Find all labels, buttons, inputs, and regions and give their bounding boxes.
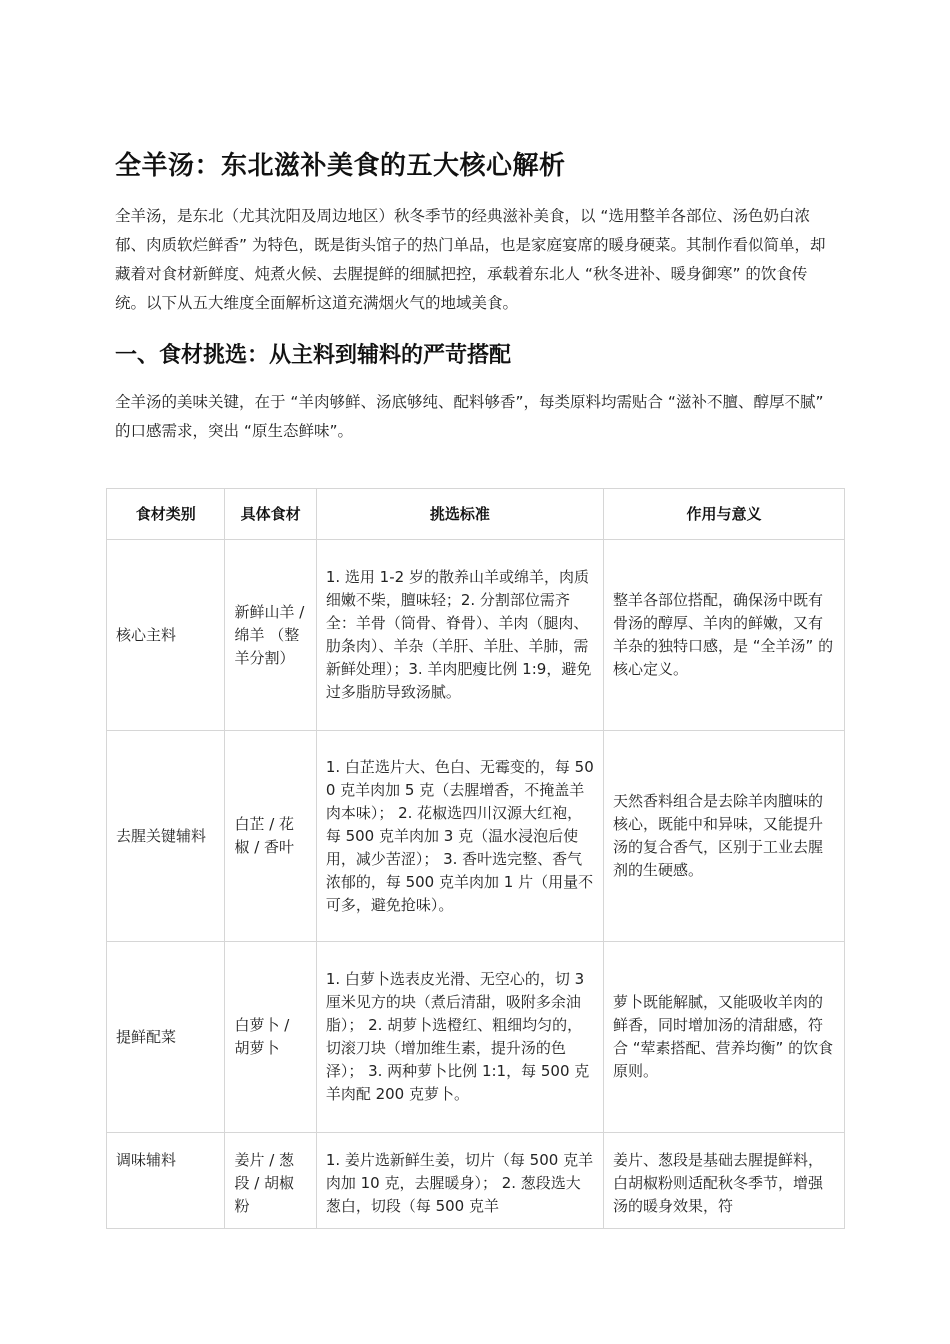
cell-standard: 1. 白芷选片大、色白、无霉变的，每 500 克羊肉加 5 克（去腥增香，不掩盖羊肉本味）； 2. 花椒选四川汉源大红袍，每 500 克羊肉加 3 克（温水浸泡后使用，减少苦涩）； 3. 香叶选完整、香气浓郁的，每 500 克羊肉加 1 片（用量不可多，避免抢味）。 [316,731,603,942]
section-intro-paragraph: 全羊汤的美味关键，在于 “羊肉够鲜、汤底够纯、配料够香”，每类原料均需贴合 “滋补不膻、醇厚不腻” 的口感需求，突出 “原生态鲜味”。 [115,393,824,440]
cell-items: 姜片 / 葱段 / 胡椒粉 [225,1133,316,1230]
cell-standard: 1. 姜片选新鲜生姜，切片（每 500 克羊肉加 10 克，去腥暖身）； 2. 葱段选大葱白，切段（每 500 克羊 [316,1133,603,1230]
cell-meaning: 天然香料组合是去除羊肉膻味的核心，既能中和异味，又能提升汤的复合香气，区别于工业去腥剂的生硬感。 [603,731,844,942]
ingredients-table-container [106,488,845,1229]
cell-category: 去腥关键辅料 [107,731,225,942]
cell-items: 白芷 / 花椒 / 香叶 [225,731,316,942]
cell-category: 核心主料 [107,540,225,731]
cell-category: 提鲜配菜 [107,942,225,1133]
cell-meaning: 姜片、葱段是基础去腥提鲜料，白胡椒粉则适配秋冬季节，增强汤的暖身效果，符 [603,1133,844,1230]
article [115,148,835,446]
table-row [107,540,845,731]
header-meaning: 作用与意义 [603,489,844,540]
section-heading: 一、食材挑选：从主料到辅料的严苛搭配 [115,343,512,368]
cell-standard: 1. 白萝卜选表皮光滑、无空心的，切 3 厘米见方的块（煮后清甜，吸附多余油脂）； 2. 胡萝卜选橙红、粗细均匀的，切滚刀块（增加维生素，提升汤的色泽）； 3. 两种萝卜比例 1:1，每 500 克羊肉配 200 克萝卜。 [316,942,603,1133]
cell-standard: 1. 选用 1-2 岁的散养山羊或绵羊，肉质细嫩不柴，膻味轻；2. 分割部位需齐全：羊骨（筒骨、脊骨）、羊肉（腿肉、肋条肉）、羊杂（羊肝、羊肚、羊肺，需新鲜处理）；3. 羊肉肥瘦比例 1:9，避免过多脂肪导致汤腻。 [316,540,603,731]
table-row [107,731,845,942]
cell-items: 新鲜山羊 / 绵羊 （整羊分割） [225,540,316,731]
table-row [107,1133,845,1230]
table-header-row [107,489,845,540]
table-row [107,942,845,1133]
intro-paragraph: 全羊汤，是东北（尤其沈阳及周边地区）秋冬季节的经典滋补美食，以 “选用整羊各部位、汤色奶白浓郁、肉质软烂鲜香” 为特色，既是街头馆子的热门单品，也是家庭宴席的暖身硬菜。其制作看似简单，却藏着对食材新鲜度、炖煮火候、去腥提鲜的细腻把控，承载着东北人 “秋冬进补、暖身御寒” 的饮食传统。以下从五大维度全面解析这道充满烟火气的地域美食。 [115,207,826,312]
cell-category: 调味辅料 [107,1133,225,1230]
header-standard: 挑选标准 [316,489,603,540]
page-title: 全羊汤：东北滋补美食的五大核心解析 [115,151,566,181]
header-items: 具体食材 [225,489,316,540]
header-category: 食材类别 [107,489,225,540]
cell-meaning: 整羊各部位搭配，确保汤中既有骨汤的醇厚、羊肉的鲜嫩，又有羊杂的独特口感，是 “全羊汤” 的核心定义。 [603,540,844,731]
ingredients-table [106,488,845,1229]
cell-items: 白萝卜 / 胡萝卜 [225,942,316,1133]
cell-meaning: 萝卜既能解腻，又能吸收羊肉的鲜香，同时增加汤的清甜感，符合 “荤素搭配、营养均衡” 的饮食原则。 [603,942,844,1133]
